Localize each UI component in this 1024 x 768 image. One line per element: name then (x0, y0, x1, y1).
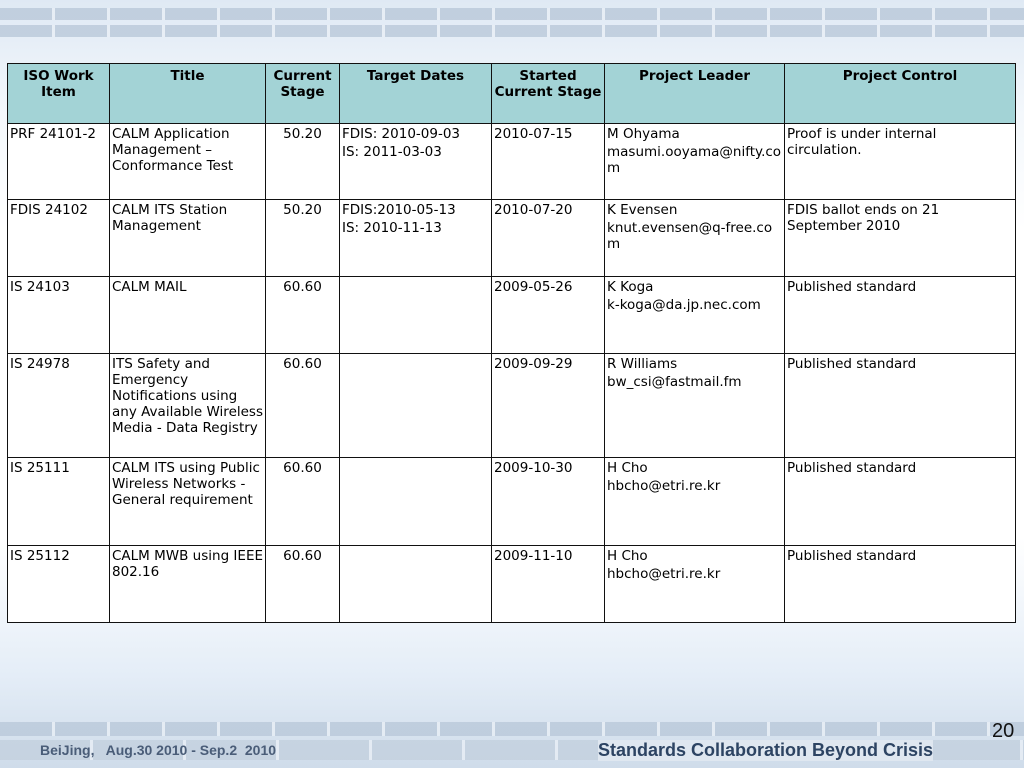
cell-started: 2010-07-20 (492, 200, 605, 277)
cell-started: 2009-11-10 (492, 546, 605, 623)
cell-iso-work-item: IS 24103 (8, 277, 110, 354)
cell-iso-work-item: IS 25112 (8, 546, 110, 623)
header-target-dates: Target Dates (340, 64, 492, 124)
cell-target-dates (340, 124, 492, 200)
table-row (8, 546, 1016, 623)
page-number: 20 (992, 720, 1015, 742)
cell-title: CALM ITS Station Management (110, 200, 266, 277)
cell-project-control: Published standard (785, 458, 1016, 546)
cell-title: ITS Safety and Emergency Notifications using any Available Wireless Media - Data Registry (110, 354, 266, 458)
cell-iso-work-item: IS 24978 (8, 354, 110, 458)
header-project-leader: Project Leader (605, 64, 785, 124)
cell-target-dates (340, 546, 492, 623)
table-row (8, 458, 1016, 546)
cell-title: CALM Application Management – Conformance Test (110, 124, 266, 200)
cell-project-leader (605, 354, 785, 458)
cell-project-control: FDIS ballot ends on 21 September 2010 (785, 200, 1016, 277)
header-started-current-stage: Started Current Stage (492, 64, 605, 124)
leader-name: K Koga (607, 279, 654, 295)
cell-title: CALM ITS using Public Wireless Networks - General requirement (110, 458, 266, 546)
table-row (8, 354, 1016, 458)
table-row (8, 200, 1016, 277)
cell-current-stage: 60.60 (266, 546, 340, 623)
cell-iso-work-item: FDIS 24102 (8, 200, 110, 277)
header-current-stage: Current Stage (266, 64, 340, 124)
leader-email: masumi.ooyama@nifty.com (607, 144, 782, 176)
target-date-is: IS: 2011-03-03 (342, 144, 442, 160)
leader-name: M Ohyama (607, 126, 680, 142)
target-date-fdis: FDIS: 2010-09-03 (342, 126, 461, 142)
leader-email: knut.evensen@q-free.com (607, 220, 773, 252)
cell-title: CALM MAIL (110, 277, 266, 354)
cell-project-leader (605, 546, 785, 623)
leader-name: K Evensen (607, 202, 678, 218)
leader-name: R Williams (607, 356, 678, 372)
header-title: Title (110, 64, 266, 124)
cell-iso-work-item: PRF 24101-2 (8, 124, 110, 200)
table-row (8, 277, 1016, 354)
target-date-fdis: FDIS:2010-05-13 (342, 202, 456, 218)
cell-started: 2009-09-29 (492, 354, 605, 458)
cell-project-control: Published standard (785, 354, 1016, 458)
footer-event: BeiJing, Aug.30 2010 - Sep.2 2010 (40, 742, 277, 758)
leader-name: H Cho (607, 548, 648, 564)
target-date-is: IS: 2010-11-13 (342, 220, 442, 236)
table-row (8, 124, 1016, 200)
cell-target-dates (340, 277, 492, 354)
cell-target-dates (340, 200, 492, 277)
header-decoration (0, 8, 1024, 20)
leader-email: hbcho@etri.re.kr (607, 478, 721, 494)
cell-project-control: Published standard (785, 277, 1016, 354)
cell-title: CALM MWB using IEEE 802.16 (110, 546, 266, 623)
cell-started: 2009-10-30 (492, 458, 605, 546)
cell-current-stage: 60.60 (266, 277, 340, 354)
cell-current-stage: 60.60 (266, 354, 340, 458)
cell-project-leader (605, 200, 785, 277)
header-iso-work-item: ISO Work Item (8, 64, 110, 124)
leader-email: hbcho@etri.re.kr (607, 566, 721, 582)
cell-project-control: Proof is under internal circulation. (785, 124, 1016, 200)
cell-project-leader (605, 124, 785, 200)
header-decoration (0, 25, 1024, 37)
footer-decoration (0, 722, 1024, 736)
cell-project-control: Published standard (785, 546, 1016, 623)
cell-started: 2009-05-26 (492, 277, 605, 354)
cell-started: 2010-07-15 (492, 124, 605, 200)
leader-name: H Cho (607, 460, 648, 476)
leader-email: k-koga@da.jp.nec.com (607, 297, 761, 313)
header-project-control: Project Control (785, 64, 1016, 124)
cell-iso-work-item: IS 25111 (8, 458, 110, 546)
cell-project-leader (605, 277, 785, 354)
work-items-table (7, 63, 1016, 623)
cell-target-dates (340, 354, 492, 458)
table-header-row (8, 64, 1016, 124)
cell-target-dates (340, 458, 492, 546)
leader-email: bw_csi@fastmail.fm (607, 374, 742, 390)
cell-current-stage: 50.20 (266, 124, 340, 200)
cell-current-stage: 60.60 (266, 458, 340, 546)
footer-slogan: Standards Collaboration Beyond Crisis (598, 740, 934, 760)
cell-current-stage: 50.20 (266, 200, 340, 277)
cell-project-leader (605, 458, 785, 546)
